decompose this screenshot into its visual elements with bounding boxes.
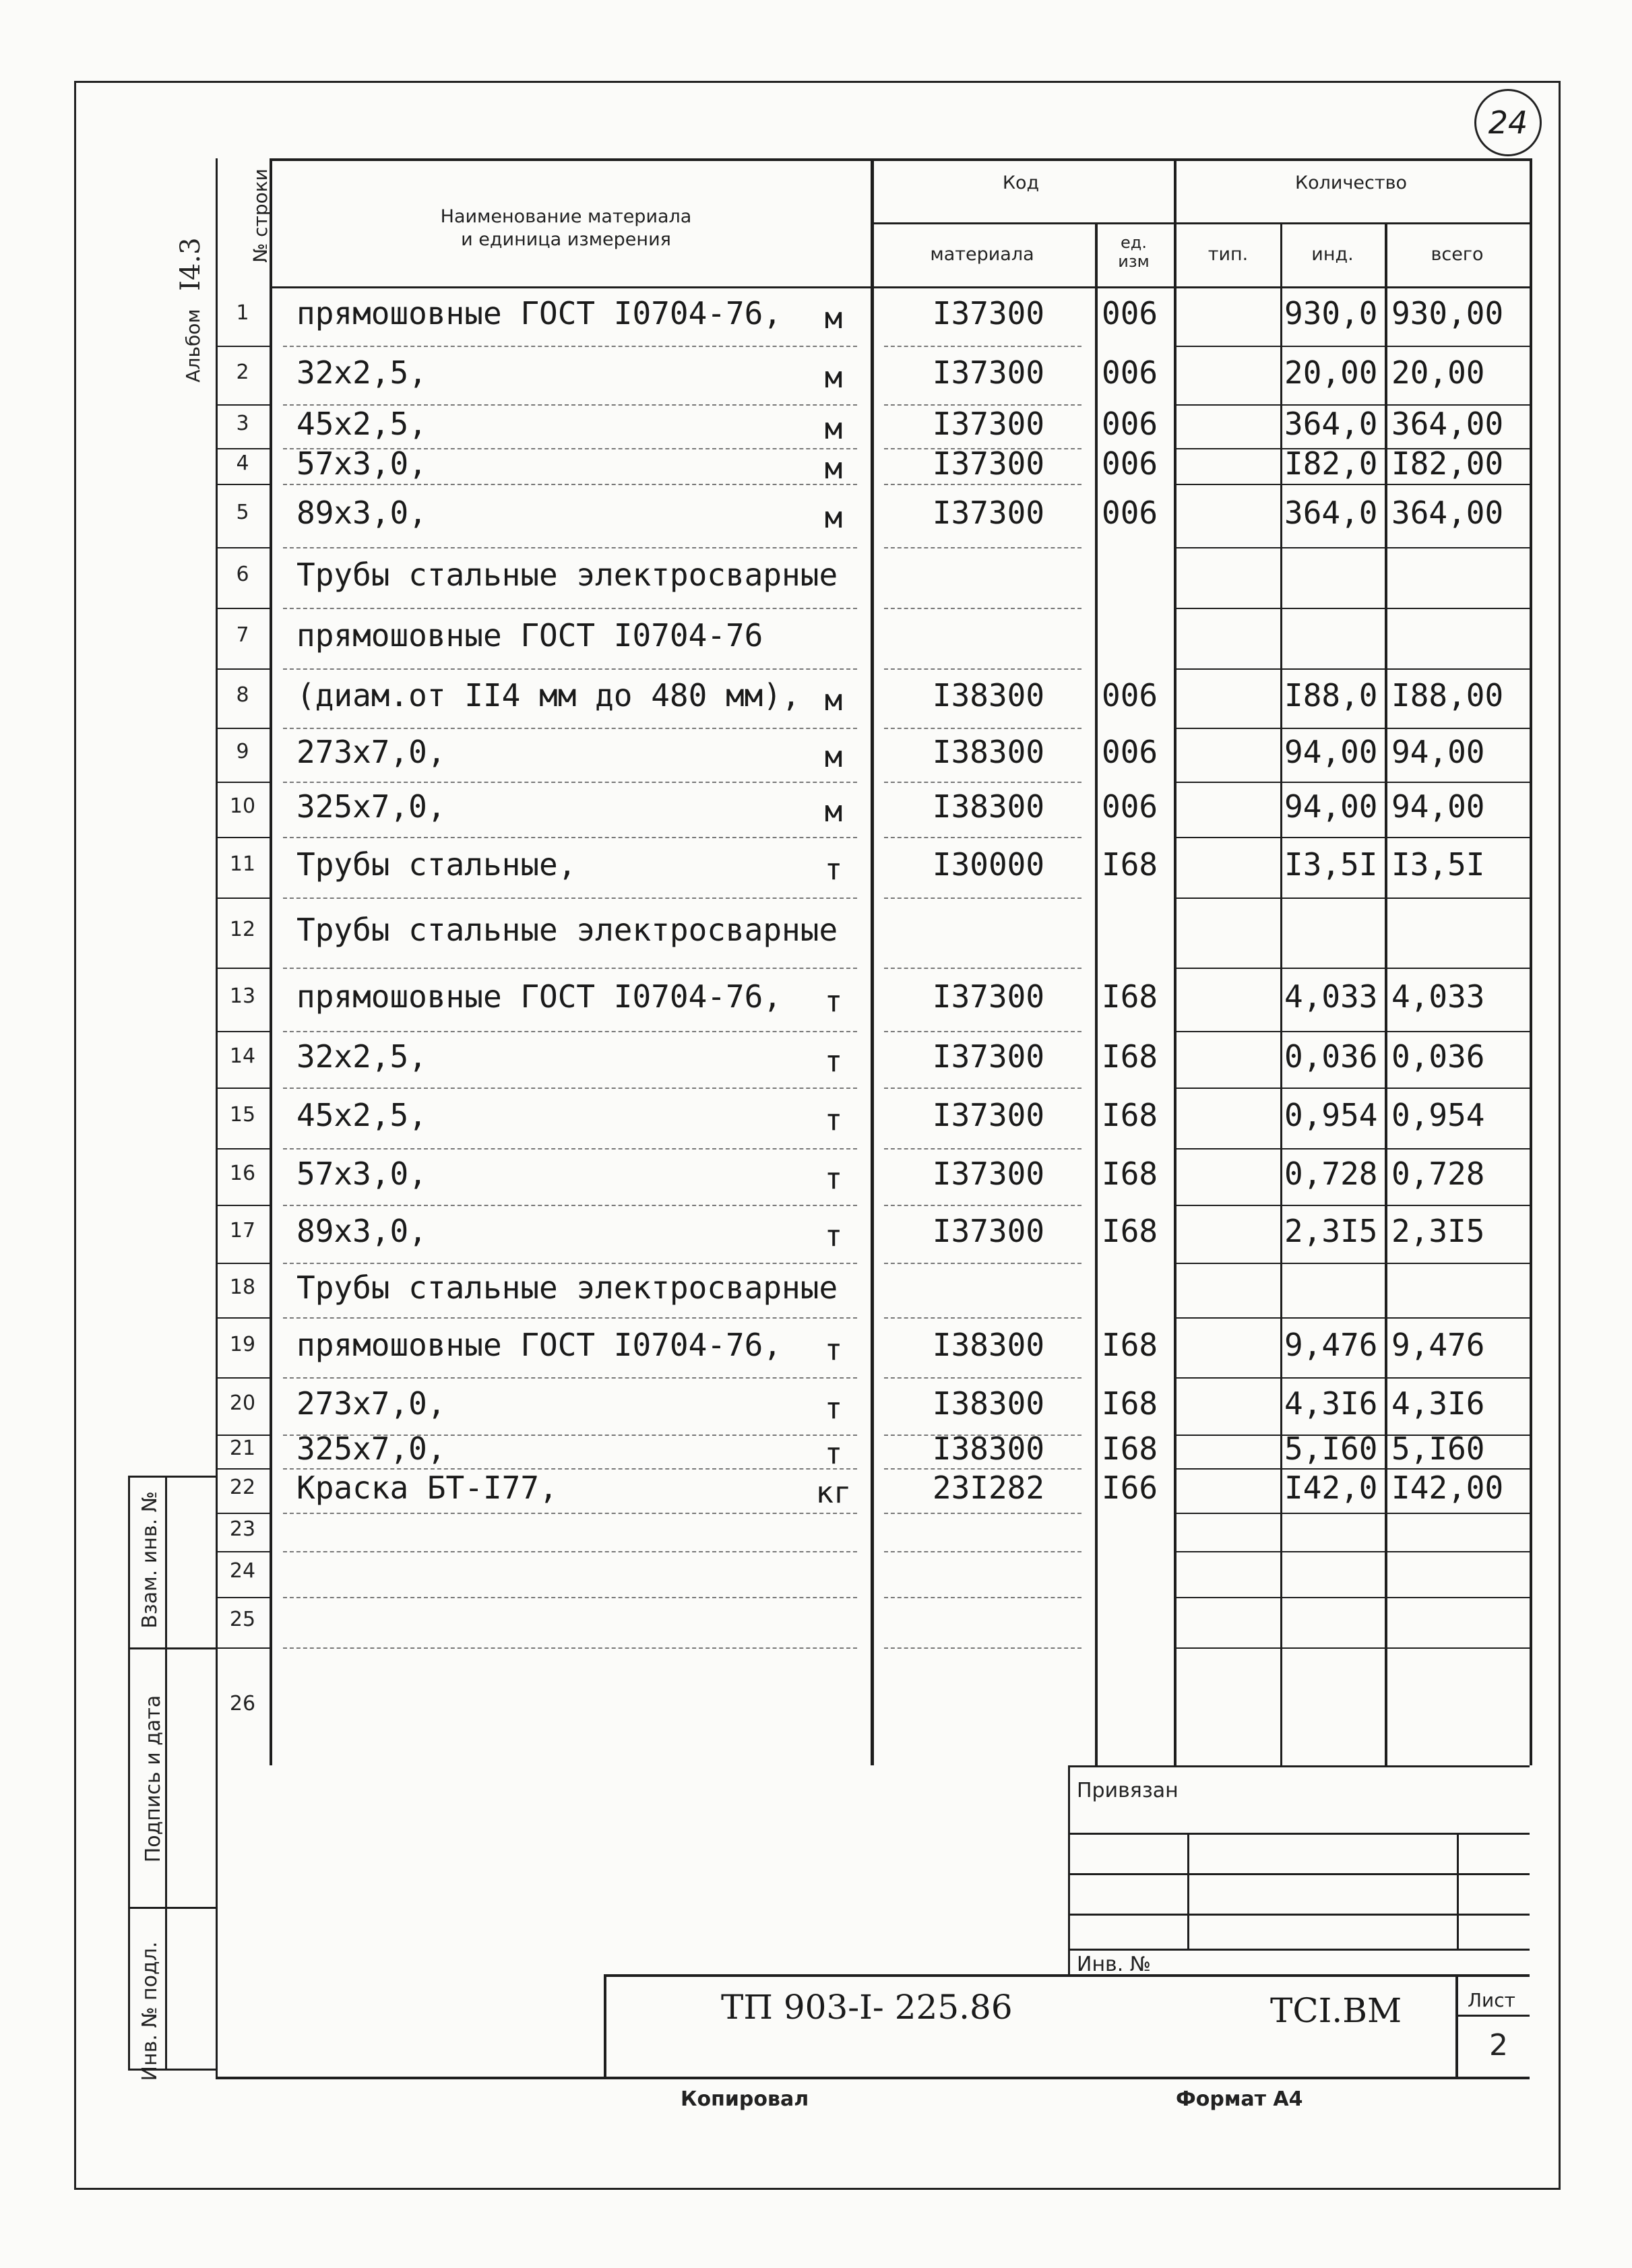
row-name: прямошовные ГОСТ I0704-76, [296, 295, 782, 332]
row-qty-total: 4,033 [1391, 978, 1485, 1015]
row-name: 45x2,5, [296, 1097, 427, 1133]
row-name: 325x7,0, [296, 788, 446, 825]
row-number: 23 [229, 1517, 256, 1541]
row-qty-total: 94,00 [1391, 788, 1485, 825]
row-material-code: I30000 [932, 846, 1045, 883]
row-qty-total: 20,00 [1391, 354, 1485, 391]
col-line-tip [1280, 222, 1282, 1765]
row-material-code: I38300 [932, 734, 1045, 770]
row-line-number [216, 728, 270, 729]
row-qty-total: 364,00 [1391, 405, 1504, 442]
row-line-number [216, 1377, 270, 1379]
row-unit: м [824, 794, 843, 829]
header-unit: ед. изм [1118, 233, 1150, 271]
row-name: прямошовные ГОСТ I0704-76, [296, 1326, 782, 1363]
row-line-name [283, 1647, 857, 1649]
row-unit-code: 006 [1102, 405, 1158, 442]
row-unit-code: 006 [1102, 295, 1158, 332]
row-line-code [884, 897, 1081, 899]
row-material-code: I37300 [932, 1213, 1045, 1249]
row-line-qty [1174, 897, 1530, 899]
row-qty-total: I82,00 [1391, 445, 1504, 482]
col-line-qty [1174, 158, 1176, 1765]
row-line-code [884, 1513, 1081, 1514]
row-qty-ind: I3,5I [1284, 846, 1378, 883]
row-qty-total: 0,954 [1391, 1097, 1485, 1133]
row-name: 32x2,5, [296, 1038, 427, 1075]
row-unit: м [824, 501, 843, 535]
row-line-number [216, 897, 270, 899]
document-code: ТП 903-I- 225.86 [721, 1988, 1013, 2027]
row-number: 8 [236, 683, 249, 707]
row-qty-total: 5,I60 [1391, 1430, 1485, 1467]
row-unit-code: 006 [1102, 734, 1158, 770]
col-line-name [270, 158, 272, 1765]
row-name: (диам.от II4 мм до 480 мм), [296, 677, 801, 714]
row-name: 325x7,0, [296, 1430, 446, 1467]
stamp-main-bottom [216, 2077, 1530, 2079]
row-line-number [216, 1263, 270, 1264]
row-unit-code: I68 [1102, 1038, 1158, 1075]
title-block-row-4 [1068, 1949, 1530, 1951]
row-number: 22 [229, 1476, 256, 1499]
stamp-main-left [604, 1974, 606, 2079]
row-line-code [884, 837, 1081, 838]
row-name: 57x3,0, [296, 445, 427, 482]
row-number: 19 [229, 1332, 256, 1356]
row-unit-code: I68 [1102, 978, 1158, 1015]
row-line-number [216, 837, 270, 838]
row-line-qty [1174, 484, 1530, 485]
row-number: 13 [229, 984, 256, 1008]
privyazan-label: Привязан [1077, 1779, 1179, 1802]
row-line-qty [1174, 1031, 1530, 1032]
stamp-sep-1 [128, 1647, 216, 1649]
row-qty-total: I42,00 [1391, 1470, 1504, 1506]
row-name: Трубы стальные электросварные [296, 1269, 838, 1306]
row-line-number [216, 484, 270, 485]
header-total: всего [1431, 244, 1484, 265]
row-number: 18 [229, 1275, 256, 1299]
row-qty-ind: 0,954 [1284, 1097, 1378, 1133]
header-top-line [270, 158, 1530, 161]
row-name: 273x7,0, [296, 734, 446, 770]
row-line-name [283, 1513, 857, 1514]
header-name: Наименование материала и единица измерения [440, 206, 692, 250]
row-line-qty [1174, 1148, 1530, 1149]
row-number: 4 [236, 451, 249, 475]
row-line-qty [1174, 1513, 1530, 1514]
row-line-number [216, 1031, 270, 1032]
row-material-code: I38300 [932, 1430, 1045, 1467]
row-qty-ind: I88,0 [1284, 677, 1378, 714]
header-mid-line [871, 222, 1530, 224]
left-vertical-lower [216, 1765, 218, 2077]
row-line-code [884, 668, 1081, 670]
row-unit: м [824, 451, 843, 486]
row-line-number [216, 1647, 270, 1649]
row-line-name [283, 1551, 857, 1552]
row-number: 5 [236, 501, 249, 524]
row-material-code: I38300 [932, 788, 1045, 825]
row-line-code [884, 782, 1081, 783]
row-line-qty [1174, 968, 1530, 969]
row-line-qty [1174, 547, 1530, 548]
row-line-number [216, 1148, 270, 1149]
row-number: 7 [236, 623, 249, 647]
row-qty-total: 930,00 [1391, 295, 1504, 332]
header-code: Код [1002, 172, 1040, 193]
row-line-name [283, 1148, 857, 1149]
row-line-qty [1174, 1088, 1530, 1089]
row-qty-ind: 930,0 [1284, 295, 1378, 332]
page-number-badge [1474, 89, 1542, 156]
row-number: 10 [229, 794, 256, 818]
header-tip: тип. [1207, 244, 1249, 265]
row-qty-total: 0,036 [1391, 1038, 1485, 1075]
row-line-code [884, 1551, 1081, 1552]
title-block-col-1 [1187, 1833, 1189, 1949]
row-unit: т [824, 1044, 843, 1079]
row-unit-code: 006 [1102, 354, 1158, 391]
row-unit: т [824, 1332, 843, 1367]
row-qty-ind: I82,0 [1284, 445, 1378, 482]
row-qty-total: 2,3I5 [1391, 1213, 1485, 1249]
row-line-code [884, 1031, 1081, 1032]
row-material-code: I37300 [932, 978, 1045, 1015]
row-qty-total: I88,00 [1391, 677, 1504, 714]
row-unit-code: I68 [1102, 1326, 1158, 1363]
row-material-code: I37300 [932, 1156, 1045, 1192]
row-qty-ind: 20,00 [1284, 354, 1378, 391]
row-line-name [283, 1263, 857, 1264]
row-name: Краска БТ-I77, [296, 1470, 558, 1506]
row-material-code: I38300 [932, 1385, 1045, 1422]
row-line-code [884, 1377, 1081, 1379]
row-number: 2 [236, 360, 249, 384]
row-line-qty [1174, 728, 1530, 729]
row-line-qty [1174, 1647, 1530, 1649]
row-unit-code: I68 [1102, 1213, 1158, 1249]
row-qty-total: 94,00 [1391, 734, 1485, 770]
row-number: 25 [229, 1607, 256, 1631]
row-line-code [884, 608, 1081, 609]
row-line-code [884, 968, 1081, 969]
row-unit-code: I68 [1102, 846, 1158, 883]
row-line-name [283, 897, 857, 899]
row-unit: кг [815, 1476, 852, 1510]
row-unit: т [824, 1391, 843, 1426]
row-line-qty [1174, 1263, 1530, 1264]
row-material-code: I37300 [932, 1038, 1045, 1075]
header-material: материала [930, 244, 1034, 265]
row-line-code [884, 1597, 1081, 1598]
row-unit-code: 006 [1102, 788, 1158, 825]
row-line-name [283, 782, 857, 783]
inv-number-label: Инв. № [1077, 1953, 1152, 1976]
row-line-qty [1174, 1205, 1530, 1206]
row-line-name [283, 837, 857, 838]
row-qty-total: 4,3I6 [1391, 1385, 1485, 1422]
row-unit-code: 006 [1102, 677, 1158, 714]
row-name: прямошовные ГОСТ I0704-76, [296, 978, 782, 1015]
header-ind: инд. [1311, 244, 1354, 265]
row-line-code [884, 1647, 1081, 1649]
header-bottom-line [270, 286, 1530, 288]
row-line-code [884, 346, 1081, 347]
row-qty-ind: I42,0 [1284, 1470, 1378, 1506]
row-name: 273x7,0, [296, 1385, 446, 1422]
row-material-code: I37300 [932, 495, 1045, 531]
row-line-name [283, 1031, 857, 1032]
col-line-right [1530, 158, 1532, 1765]
header-row-number: № строки [249, 168, 272, 263]
row-line-name [283, 346, 857, 347]
row-number: 9 [236, 740, 249, 763]
format-label: Формат А4 [1176, 2087, 1303, 2111]
row-line-name [283, 1088, 857, 1089]
row-line-name [283, 1317, 857, 1319]
album-label: Альбом I4.3 [175, 237, 206, 383]
row-line-name [283, 968, 857, 969]
row-qty-ind: 364,0 [1284, 405, 1378, 442]
row-line-number [216, 346, 270, 347]
stamp-sheet-left [1455, 1974, 1458, 2079]
row-unit: т [824, 984, 843, 1019]
row-name: Трубы стальные электросварные [296, 912, 838, 948]
row-line-number [216, 1551, 270, 1552]
row-material-code: I38300 [932, 677, 1045, 714]
row-name: прямошовные ГОСТ I0704-76 [296, 617, 763, 654]
row-qty-total: 364,00 [1391, 495, 1504, 531]
row-qty-total: 9,476 [1391, 1326, 1485, 1363]
row-name: 57x3,0, [296, 1156, 427, 1192]
row-line-code [884, 1088, 1081, 1089]
row-number: 20 [229, 1391, 256, 1415]
row-number: 3 [236, 411, 249, 435]
row-qty-ind: 4,3I6 [1284, 1385, 1378, 1422]
row-unit-code: 006 [1102, 495, 1158, 531]
row-unit: м [824, 301, 843, 336]
row-unit: м [824, 411, 843, 446]
row-number: 17 [229, 1219, 256, 1242]
row-material-code: I37300 [932, 445, 1045, 482]
row-line-number [216, 448, 270, 449]
row-qty-ind: 4,033 [1284, 978, 1378, 1015]
row-name: 32x2,5, [296, 354, 427, 391]
row-qty-ind: 5,I60 [1284, 1430, 1378, 1467]
row-name: 89x3,0, [296, 495, 427, 531]
row-qty-ind: 0,036 [1284, 1038, 1378, 1075]
stamp-line-a [128, 1476, 130, 2069]
row-name: Трубы стальные, [296, 846, 577, 883]
title-block-row-1 [1068, 1833, 1530, 1835]
stamp-sheet-sep [1455, 2015, 1530, 2017]
stamp-main-top [604, 1974, 1530, 1977]
row-qty-ind: 94,00 [1284, 734, 1378, 770]
row-material-code: I38300 [932, 1326, 1045, 1363]
row-line-code [884, 547, 1081, 548]
row-line-number [216, 1597, 270, 1598]
row-line-name [283, 484, 857, 485]
title-block-row-2 [1068, 1873, 1530, 1875]
header-quantity: Количество [1294, 172, 1408, 193]
row-unit-code: I68 [1102, 1156, 1158, 1192]
side-stamp-signature: Подпись и дата [142, 1695, 165, 1863]
row-line-number [216, 547, 270, 548]
row-material-code: I37300 [932, 405, 1045, 442]
row-line-number [216, 1088, 270, 1089]
row-line-qty [1174, 1317, 1530, 1319]
row-unit: т [824, 1219, 843, 1253]
row-line-qty [1174, 668, 1530, 670]
title-block-col-2 [1457, 1833, 1459, 1949]
row-qty-ind: 2,3I5 [1284, 1213, 1378, 1249]
side-stamp-vzam: Взам. инв. № [138, 1491, 162, 1629]
row-line-number [216, 782, 270, 783]
row-unit-code: I68 [1102, 1385, 1158, 1422]
row-line-name [283, 608, 857, 609]
row-number: 15 [229, 1103, 256, 1127]
row-number: 24 [229, 1559, 256, 1583]
row-line-number [216, 968, 270, 969]
row-unit: т [824, 1103, 843, 1137]
row-number: 6 [236, 563, 249, 586]
row-qty-ind: 94,00 [1284, 788, 1378, 825]
row-unit: т [824, 852, 843, 887]
row-line-code [884, 728, 1081, 729]
sheet-number: 2 [1489, 2028, 1508, 2062]
col-line-code [871, 158, 874, 1765]
row-line-number [216, 1513, 270, 1514]
row-line-code [884, 1317, 1081, 1319]
row-name: 89x3,0, [296, 1213, 427, 1249]
row-material-code: I37300 [932, 354, 1045, 391]
row-line-number [216, 404, 270, 406]
row-unit: т [824, 1437, 843, 1471]
row-unit-code: 006 [1102, 445, 1158, 482]
row-material-code: 23I282 [932, 1470, 1045, 1506]
row-number: 11 [229, 852, 256, 876]
row-unit: м [824, 740, 843, 774]
document-mark: ТСI.ВМ [1270, 1991, 1402, 2030]
copied-label: Копировал [681, 2087, 809, 2111]
row-qty-total: I3,5I [1391, 846, 1485, 883]
row-line-name [283, 1205, 857, 1206]
row-number: 12 [229, 918, 256, 941]
row-material-code: I37300 [932, 295, 1045, 332]
title-block-row-3 [1068, 1914, 1530, 1916]
row-unit: м [824, 683, 843, 718]
row-number: 16 [229, 1162, 256, 1185]
row-line-number [216, 1435, 270, 1436]
row-line-code [884, 484, 1081, 485]
row-line-code [884, 1148, 1081, 1149]
row-qty-ind: 364,0 [1284, 495, 1378, 531]
row-line-name [283, 728, 857, 729]
row-line-name [283, 547, 857, 548]
row-qty-ind: 0,728 [1284, 1156, 1378, 1192]
row-line-name [283, 1377, 857, 1379]
row-number: 1 [236, 301, 249, 325]
row-unit: м [824, 360, 843, 395]
row-line-number [216, 608, 270, 609]
row-line-number [216, 1317, 270, 1319]
row-unit-code: I68 [1102, 1430, 1158, 1467]
col-line-left [216, 158, 218, 1765]
row-unit-code: I68 [1102, 1097, 1158, 1133]
row-line-number [216, 668, 270, 670]
row-unit: т [824, 1162, 843, 1196]
col-line-ind [1385, 222, 1387, 1765]
row-qty-ind: 9,476 [1284, 1326, 1378, 1363]
row-line-qty [1174, 782, 1530, 783]
row-name: Трубы стальные электросварные [296, 557, 838, 593]
sheet-label: Лист [1468, 1989, 1515, 2011]
row-number: 21 [229, 1437, 256, 1460]
page-number: 24 [1488, 104, 1528, 141]
row-line-qty [1174, 1597, 1530, 1598]
row-line-number [216, 1468, 270, 1470]
side-stamp-inv-podl: Инв. № подл. [138, 1941, 162, 2081]
title-block-top [1068, 1765, 1530, 1767]
row-line-name [283, 668, 857, 670]
row-line-qty [1174, 1377, 1530, 1379]
row-line-code [884, 1205, 1081, 1206]
row-line-qty [1174, 608, 1530, 609]
row-line-code [884, 1263, 1081, 1264]
row-line-number [216, 1205, 270, 1206]
row-line-name [283, 1597, 857, 1598]
row-qty-total: 0,728 [1391, 1156, 1485, 1192]
row-line-qty [1174, 346, 1530, 347]
row-line-qty [1174, 1551, 1530, 1552]
row-number: 26 [229, 1691, 256, 1715]
row-number: 14 [229, 1044, 256, 1068]
row-material-code: I37300 [932, 1097, 1045, 1133]
title-block-left [1068, 1765, 1070, 1974]
stamp-sep-2 [128, 1907, 216, 1909]
row-name: 45x2,5, [296, 405, 427, 442]
row-unit-code: I66 [1102, 1470, 1158, 1506]
row-line-qty [1174, 837, 1530, 838]
